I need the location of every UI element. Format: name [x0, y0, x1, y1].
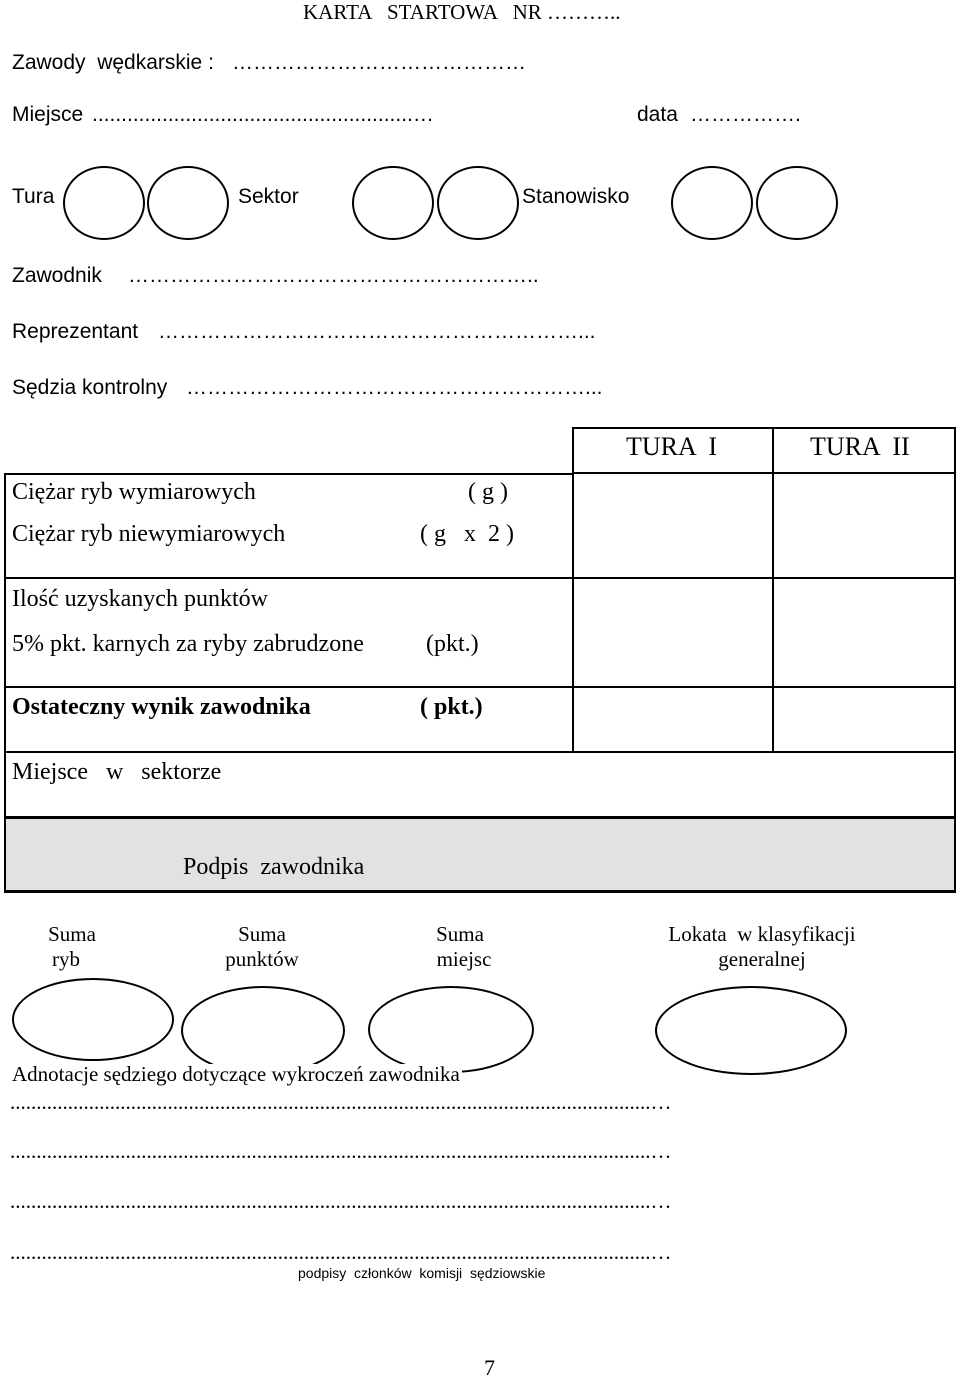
- miejsce-sektor-label: Miejsce w sektorze: [12, 759, 222, 785]
- sedzia-label: Sędzia kontrolny: [12, 376, 168, 399]
- wynik-label: Ostateczny wynik zawodnika: [12, 694, 311, 720]
- data-dots: …………….: [690, 103, 801, 126]
- adnotacje-label: Adnotacje sędziego dotyczące wykroczeń zawodnika: [12, 1062, 460, 1086]
- adnotacje-line-2: ..........................................................................................................................…: [10, 1139, 672, 1163]
- sedzia-dots: …………………………………………………...: [186, 376, 603, 399]
- lokata-line1: Lokata w klasyfikacji: [668, 922, 856, 946]
- adnotacje-line-1: ..........................................................................................................................…: [10, 1090, 672, 1114]
- tura-1-header: TURA I: [626, 432, 717, 461]
- suma-punktow-line1: Suma: [238, 922, 286, 946]
- data-label: data: [637, 103, 678, 126]
- wynik-unit: ( pkt.): [420, 694, 483, 720]
- miejsce-dots: .......................................................…: [92, 103, 434, 126]
- suma-ryb-line1: Suma: [48, 922, 96, 946]
- ciezar-niewymiarowych-label: Ciężar ryb niewymiarowych: [12, 521, 286, 547]
- page-number: 7: [484, 1355, 495, 1380]
- ilosc-punktow-label: Ilość uzyskanych punktów: [12, 586, 268, 612]
- ciezar-niewymiarowych-unit: ( g x 2 ): [420, 521, 514, 547]
- adnotacje-line-3: ..........................................................................................................................…: [10, 1189, 672, 1213]
- zawody-label: Zawody wędkarskie :: [12, 51, 214, 74]
- suma-punktow-line2: punktów: [225, 947, 299, 971]
- zawody-dots: ……………………………………: [232, 51, 526, 74]
- suma-miejsc-line2: miejsc: [436, 947, 492, 971]
- tura-circle-1: [63, 166, 145, 240]
- suma-miejsc-line1: Suma: [436, 922, 484, 946]
- reprezentant-dots: ……………………………………………………...: [158, 320, 596, 343]
- stanowisko-circle-1: [671, 166, 753, 240]
- kary-label: 5% pkt. karnych za ryby zabrudzone: [12, 631, 364, 657]
- tura-circle-2: [147, 166, 229, 240]
- suma-ryb-line2: ryb: [52, 947, 80, 971]
- zawodnik-dots: …………………………………………………..: [128, 264, 539, 287]
- tura-label: Tura: [12, 185, 55, 208]
- kary-unit: (pkt.): [426, 631, 479, 657]
- tura-2-header: TURA II: [810, 432, 910, 461]
- sektor-circle-2: [437, 166, 519, 240]
- reprezentant-label: Reprezentant: [12, 320, 139, 343]
- sektor-circle-1: [352, 166, 434, 240]
- podpis-zawodnika-label: Podpis zawodnika: [183, 854, 365, 880]
- sektor-label: Sektor: [238, 185, 299, 208]
- ciezar-wymiarowych-label: Ciężar ryb wymiarowych: [12, 479, 256, 505]
- lokata-oval: [655, 986, 847, 1075]
- stanowisko-circle-2: [756, 166, 838, 240]
- lokata-line2: generalnej: [718, 947, 806, 971]
- zawodnik-label: Zawodnik: [12, 264, 102, 287]
- ciezar-wymiarowych-unit: ( g ): [468, 479, 508, 505]
- miejsce-label: Miejsce: [12, 103, 84, 126]
- suma-miejsc-oval: [368, 986, 534, 1073]
- suma-ryb-oval: [12, 978, 174, 1061]
- stanowisko-label: Stanowisko: [522, 185, 630, 208]
- adnotacje-line-4: ..........................................................................................................................…: [10, 1240, 672, 1264]
- podpisy-komisji-label: podpisy członków komisji sędziowskie: [298, 1265, 546, 1281]
- card-title: KARTA STARTOWA NR ………..: [303, 0, 621, 24]
- signature-row-shading: [6, 819, 954, 890]
